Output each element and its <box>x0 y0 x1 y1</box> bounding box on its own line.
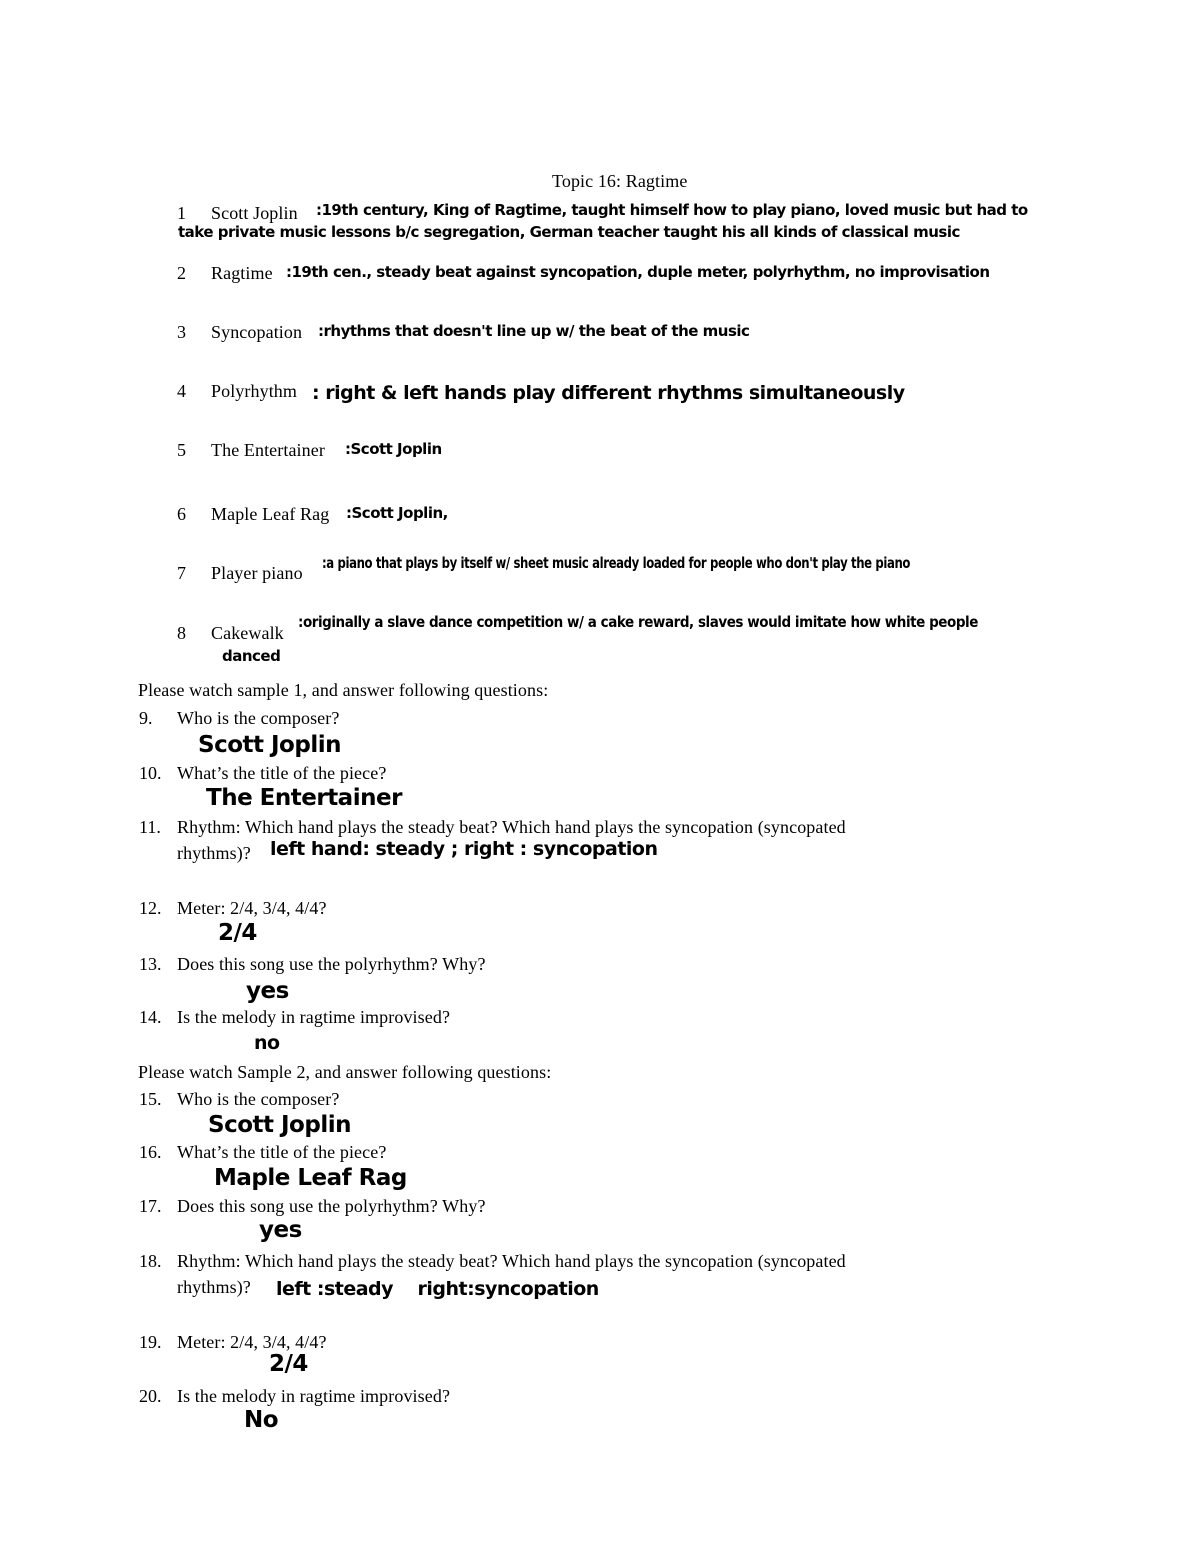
question-text: What’s the title of the piece? <box>177 1142 387 1162</box>
term-label: Player piano <box>211 563 303 583</box>
handwritten-answer-text: :originally a slave dance competition w/ a cake reward, slaves would imitate how white people <box>298 613 978 631</box>
question-text: Is the melody in ragtime improvised? <box>177 1007 451 1027</box>
handwritten-answer <box>298 615 1053 630</box>
term-number: 4 <box>177 381 186 401</box>
term-label: Scott Joplin <box>211 203 298 223</box>
question-number: 9. <box>139 708 153 728</box>
term-label: Maple Leaf Rag <box>211 504 330 524</box>
question-number: 18. <box>139 1251 162 1271</box>
question-number: 10. <box>139 763 162 783</box>
handwritten-answer: The Entertainer <box>206 785 402 811</box>
question-number: 16. <box>139 1142 162 1162</box>
question-number: 17. <box>139 1196 162 1216</box>
handwritten-answer: danced <box>222 647 281 665</box>
term-label: Cakewalk <box>211 623 284 643</box>
term-label: The Entertainer <box>211 440 325 460</box>
handwritten-answer: Scott Joplin <box>208 1112 351 1138</box>
term-number: 1 <box>177 203 186 223</box>
section-intro: Please watch sample 1, and answer following questions: <box>138 680 549 700</box>
handwritten-answer-text: :a piano that plays by itself w/ sheet music already loaded for people who don't play the piano <box>322 554 911 572</box>
question-text: Meter: 2/4, 3/4, 4/4? <box>177 898 327 918</box>
handwritten-answer: 2/4 <box>218 920 257 946</box>
handwritten-answer <box>322 556 1076 571</box>
handwritten-answer: :19th cen., steady beat against syncopation, duple meter, polyrhythm, no improvisation <box>286 263 990 281</box>
term-number: 3 <box>177 322 186 342</box>
question-number: 15. <box>139 1089 162 1109</box>
handwritten-answer: : right & left hands play different rhythms simultaneously <box>312 382 905 404</box>
question-number: 13. <box>139 954 162 974</box>
handwritten-answer: yes <box>259 1217 302 1243</box>
handwritten-answer: no <box>254 1032 280 1054</box>
question-number: 12. <box>139 898 162 918</box>
question-number: 19. <box>139 1332 162 1352</box>
term-label: Syncopation <box>211 322 303 342</box>
question-number: 11. <box>139 817 161 837</box>
handwritten-answer: take private music lessons b/c segregation, German teacher taught his all kinds of classical music <box>178 223 960 241</box>
handwritten-answer: No <box>244 1407 279 1433</box>
question-text-cont: rhythms)? <box>177 1277 251 1297</box>
question-text: Who is the composer? <box>177 1089 340 1109</box>
handwritten-answer: 2/4 <box>269 1351 308 1377</box>
term-number: 2 <box>177 263 186 283</box>
term-number: 7 <box>177 563 186 583</box>
handwritten-answer: Maple Leaf Rag <box>214 1165 407 1191</box>
handwritten-answer: :Scott Joplin, <box>346 504 448 522</box>
question-text: What’s the title of the piece? <box>177 763 387 783</box>
handwritten-answer: :Scott Joplin <box>345 440 442 458</box>
question-text: Rhythm: Which hand plays the steady beat? Which hand plays the syncopation (syncopated <box>177 1251 846 1271</box>
term-label: Ragtime <box>211 263 273 283</box>
question-text: Does this song use the polyrhythm? Why? <box>177 1196 486 1216</box>
question-text-cont: rhythms)? <box>177 843 251 863</box>
term-number: 8 <box>177 623 186 643</box>
handwritten-answer: left hand: steady ; right : syncopation <box>270 838 658 860</box>
handwritten-answer: Scott Joplin <box>198 732 341 758</box>
page-title: Topic 16: Ragtime <box>552 171 688 191</box>
term-label: Polyrhythm <box>211 381 298 401</box>
question-text: Who is the composer? <box>177 708 340 728</box>
handwritten-answer: :19th century, King of Ragtime, taught himself how to play piano, loved music but had to <box>316 201 1028 219</box>
question-text: Is the melody in ragtime improvised? <box>177 1386 451 1406</box>
question-text: Does this song use the polyrhythm? Why? <box>177 954 486 974</box>
question-number: 14. <box>139 1007 162 1027</box>
question-text: Meter: 2/4, 3/4, 4/4? <box>177 1332 327 1352</box>
term-number: 5 <box>177 440 186 460</box>
section-intro: Please watch Sample 2, and answer following questions: <box>138 1062 552 1082</box>
handwritten-answer: yes <box>246 978 289 1004</box>
handwritten-answer: left :steady right:syncopation <box>276 1278 599 1300</box>
question-number: 20. <box>139 1386 162 1406</box>
handwritten-answer: :rhythms that doesn't line up w/ the beat of the music <box>318 322 750 340</box>
question-text: Rhythm: Which hand plays the steady beat? Which hand plays the syncopation (syncopated <box>177 817 846 837</box>
term-number: 6 <box>177 504 186 524</box>
